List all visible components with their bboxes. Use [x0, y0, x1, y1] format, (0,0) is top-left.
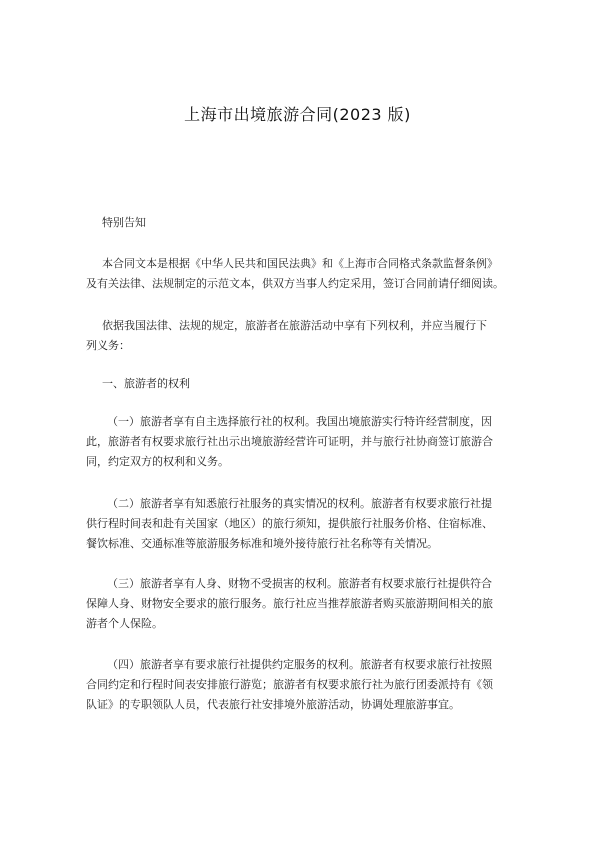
- intro-paragraph: [86, 254, 556, 294]
- section-heading: [86, 374, 556, 394]
- rights-intro-line: 依据我国法律、法规的规定，旅游者在旅游活动中享有下列权利，并应当履行下: [102, 319, 487, 332]
- clause-line: 同，约定双方的权利和义务。: [86, 455, 229, 468]
- clause-line: （二）旅游者享有知悉旅行社服务的真实情况的权利。旅游者有权要求旅行社提: [107, 497, 492, 510]
- intro-line: 本合同文本是根据《中华人民共和国民法典》和《上海市合同格式条款监督条例》: [102, 257, 498, 270]
- clause-line: 队证》的专职领队人员，代表旅行社安排境外旅游活动，协调处理旅游事宜。: [86, 698, 460, 711]
- clause-line: （一）旅游者享有自主选择旅行社的权利。我国出境旅游实行特许经营制度，因: [107, 415, 492, 428]
- clause-line: 保障人身、财物安全要求的旅行服务。旅行社应当推荐旅游者购买旅游期间相关的旅: [86, 597, 493, 610]
- rights-intro-paragraph: [86, 316, 556, 356]
- clause-line: 游者个人保险。: [86, 617, 163, 630]
- notice-heading-text: 特别告知: [102, 216, 146, 229]
- clause-1: [86, 412, 556, 472]
- clause-line: （四）旅游者享有要求旅行社提供约定服务的权利。旅游者有权要求旅行社按照: [107, 658, 492, 671]
- clause-2: [86, 494, 556, 554]
- clause-4: [86, 655, 556, 715]
- rights-intro-line: 列义务：: [86, 339, 130, 352]
- section-heading-text: 一、旅游者的权利: [102, 377, 190, 390]
- clause-line: （三）旅游者享有人身、财物不受损害的权利。旅游者有权要求旅行社提供符合: [107, 577, 492, 590]
- clause-line: 餐饮标准、交通标准等旅游服务标准和境外接待旅行社名称等有关情况。: [86, 537, 438, 550]
- clause-line: 此，旅游者有权要求旅行社出示出境旅游经营许可证明，并与旅行社协商签订旅游合: [86, 435, 493, 448]
- notice-heading: [86, 213, 556, 233]
- clause-line: 合同约定和行程时间表安排旅行游览；旅游者有权要求旅行社为旅行团委派持有《领: [86, 678, 493, 691]
- document-title: 上海市出境旅游合同(2023 版): [184, 105, 411, 124]
- clause-3: [86, 574, 556, 634]
- clause-line: 供行程时间表和赴有关国家（地区）的旅行须知，提供旅行社服务价格、住宿标准、: [86, 517, 493, 530]
- intro-line: 及有关法律、法规制定的示范文本，供双方当事人约定采用，签订合同前请仔细阅读。: [86, 277, 504, 290]
